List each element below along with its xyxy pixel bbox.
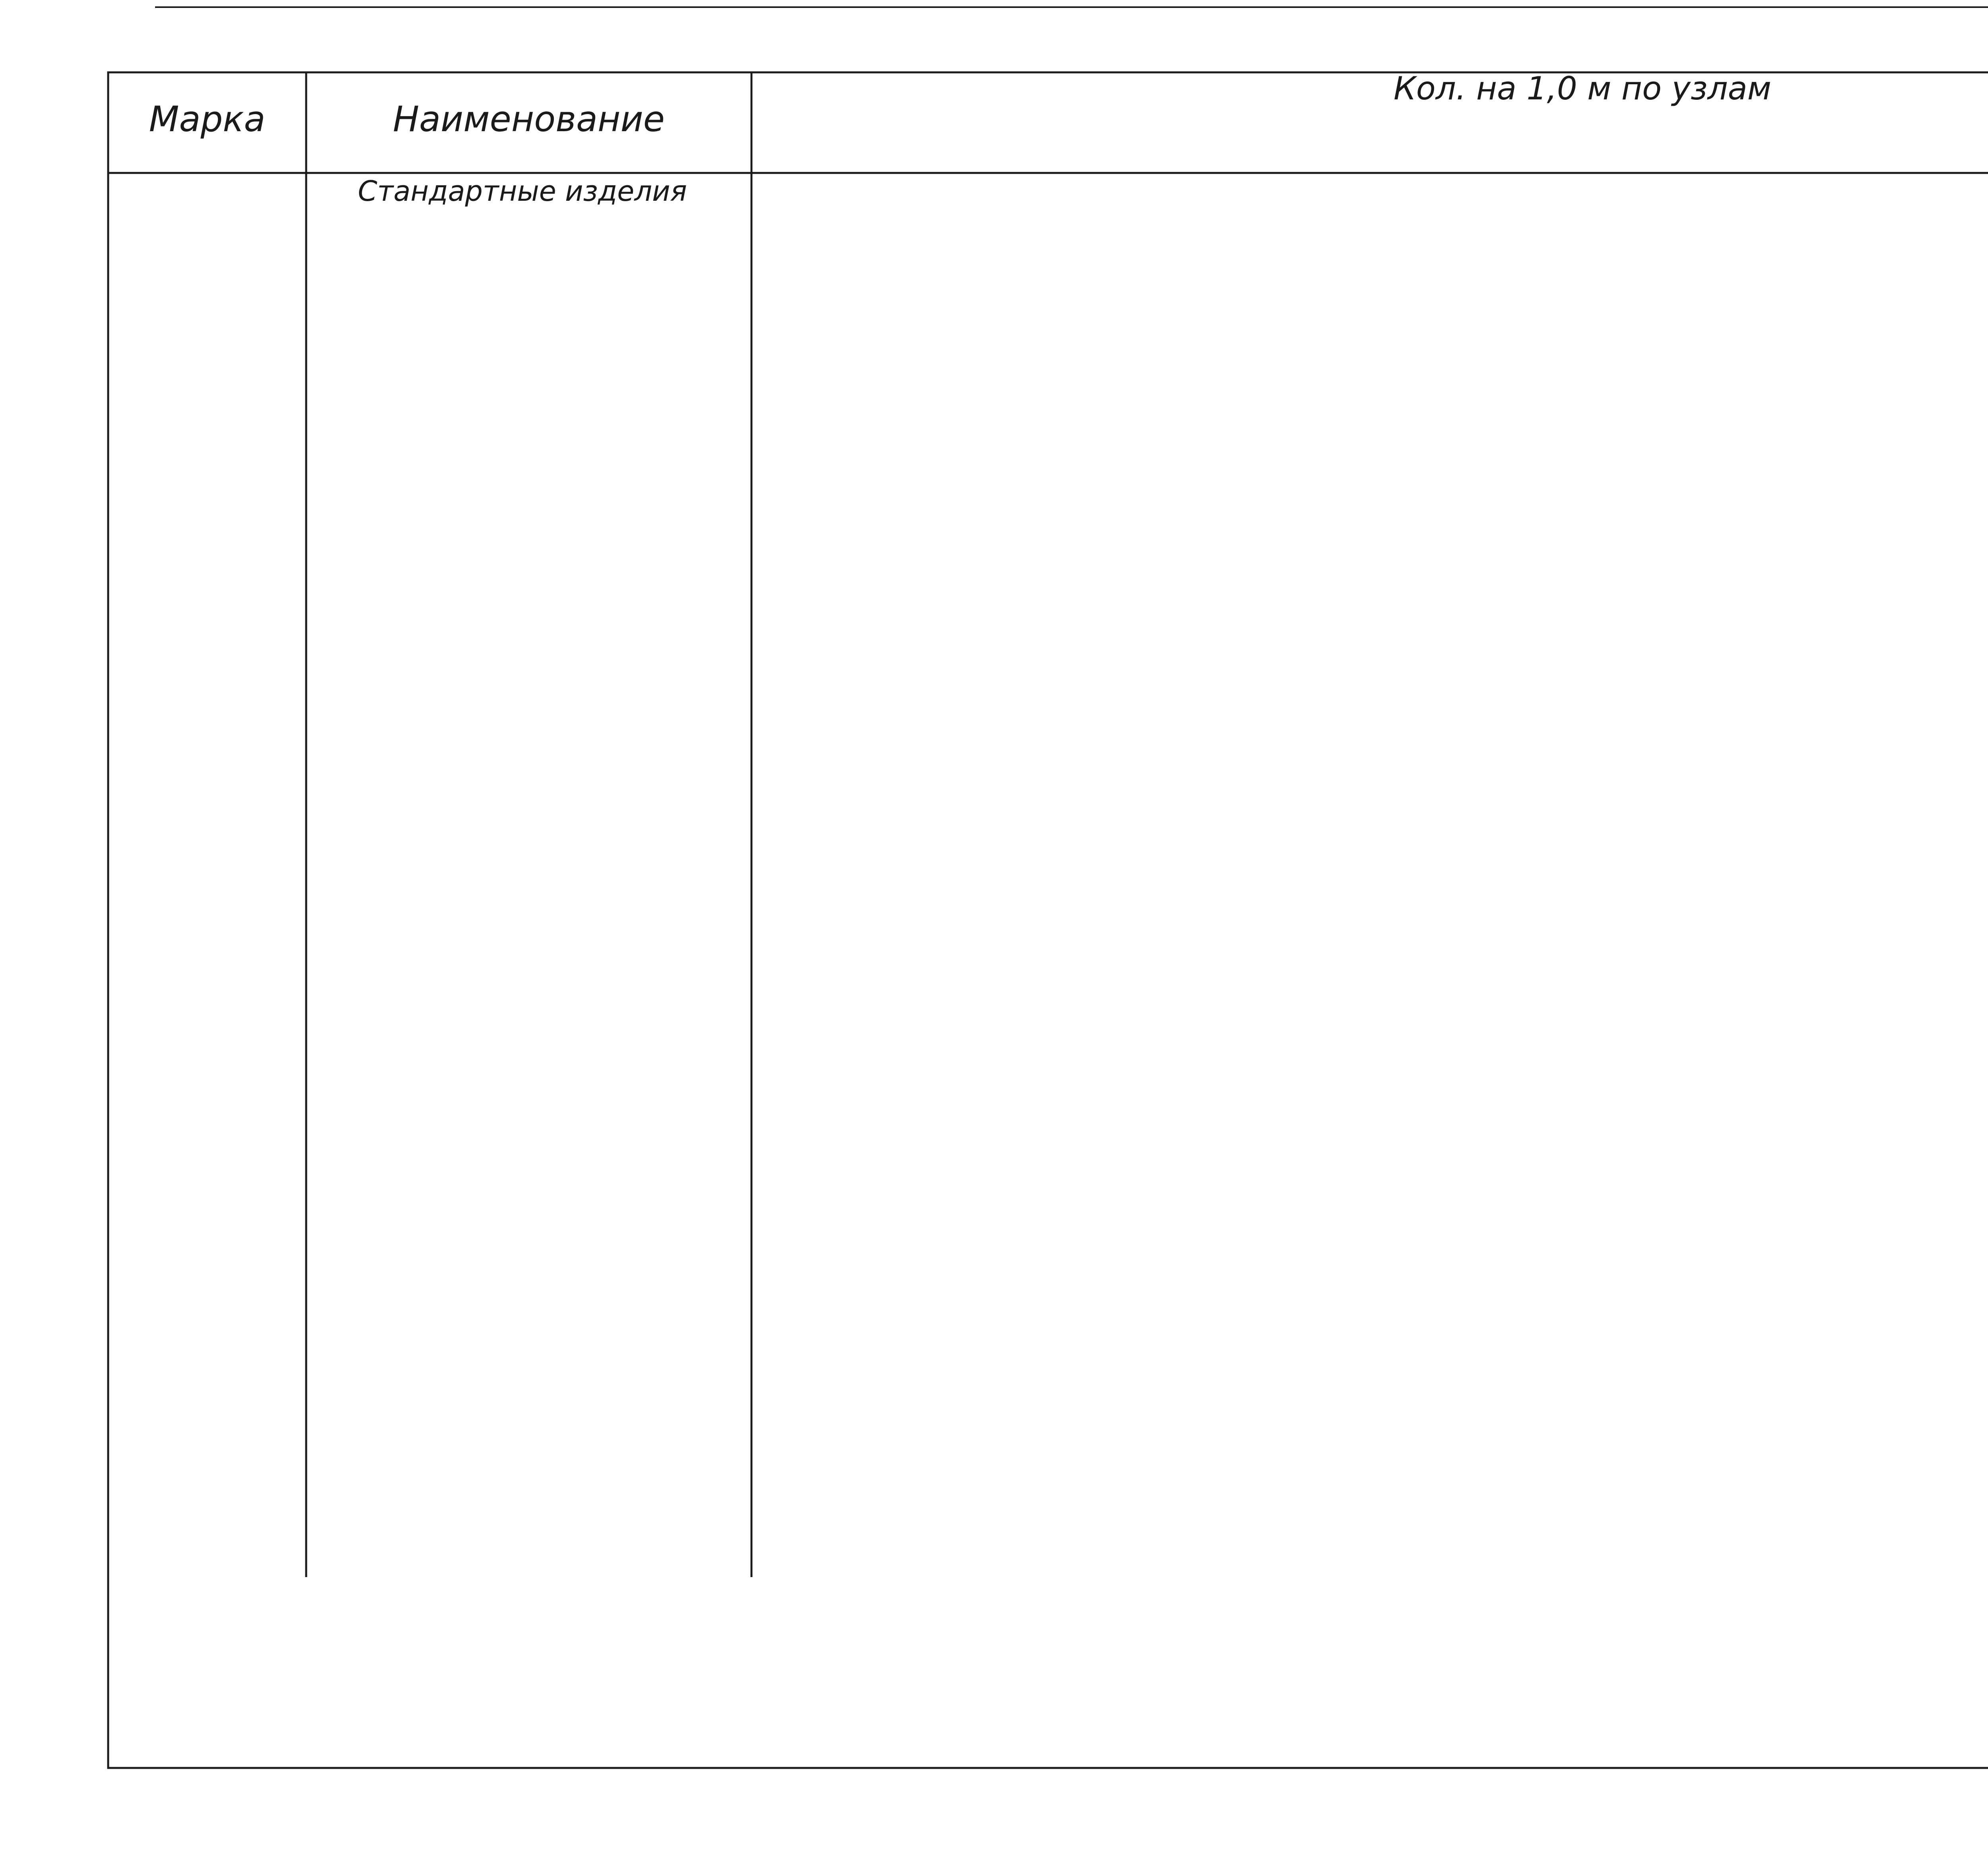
- header-marka: Марка: [149, 99, 266, 140]
- column-headers: [149, 70, 1988, 140]
- header-name: Наименование: [393, 99, 665, 140]
- row-name-0: Стандартные изделия: [358, 175, 687, 208]
- header-group-title: Кол. на 1,0 м по узлам: [1394, 70, 1771, 107]
- row-labels: [358, 175, 687, 208]
- table-frame: [108, 72, 1988, 1768]
